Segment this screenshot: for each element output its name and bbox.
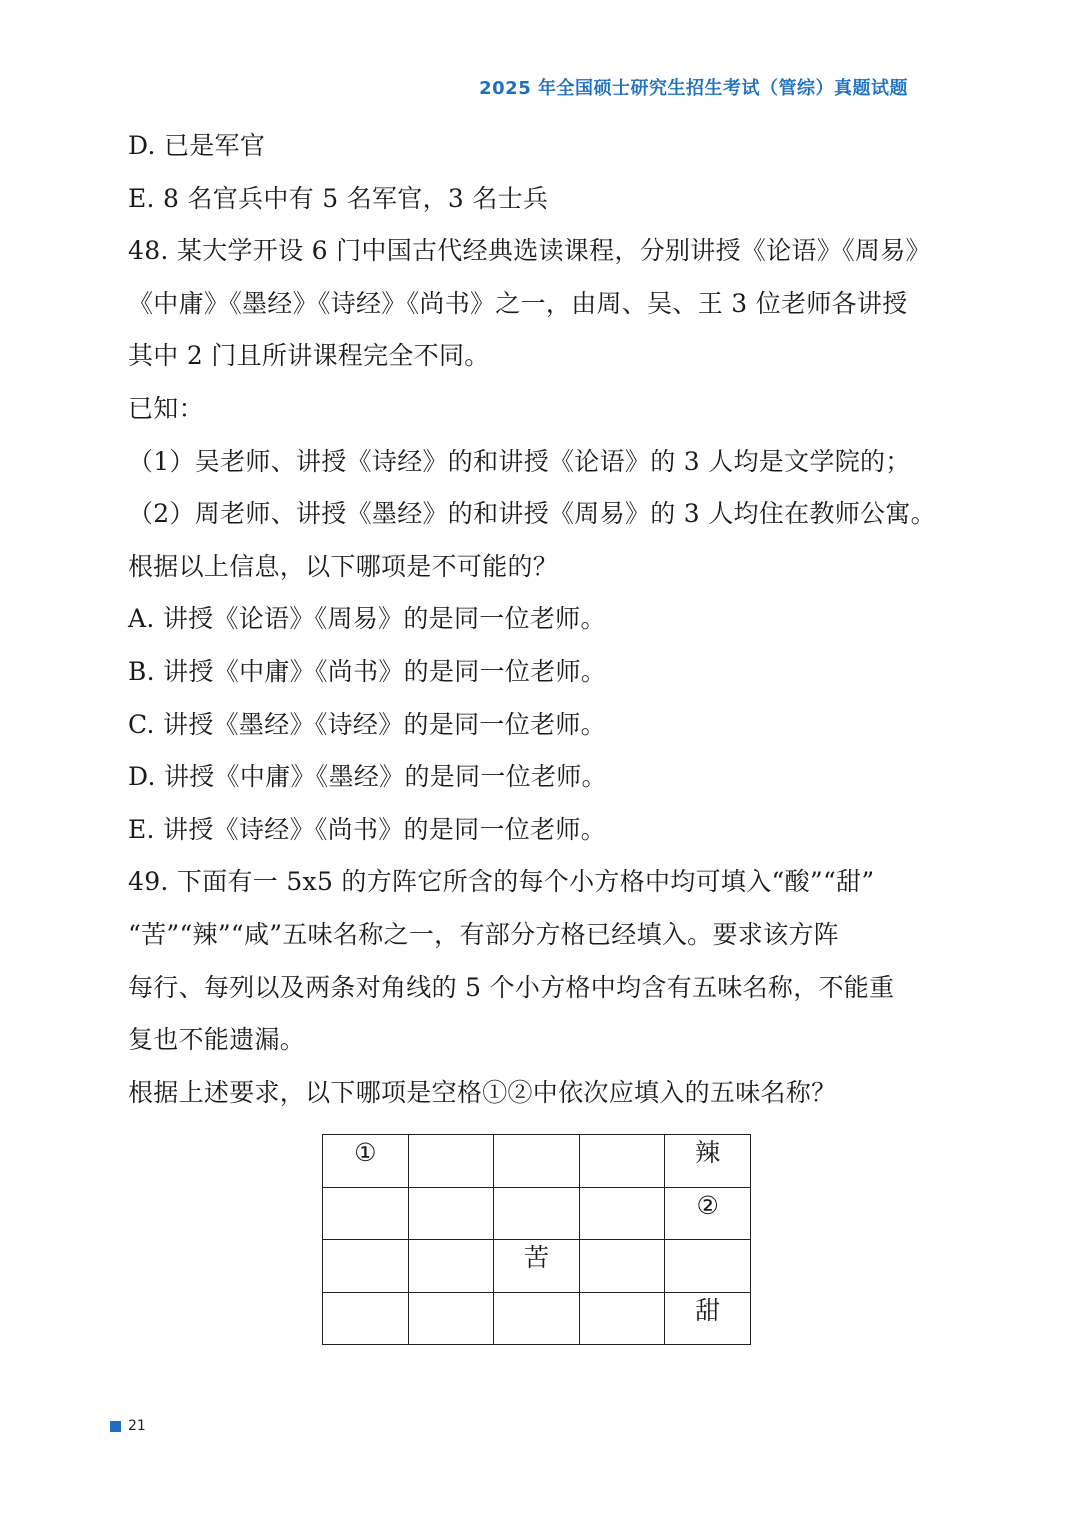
grid-cell — [579, 1135, 665, 1188]
grid-cell — [494, 1135, 580, 1188]
footer-square-icon — [110, 1421, 121, 1432]
option-e-q47: E. 8 名官兵中有 5 名军官，3 名士兵 — [128, 183, 549, 213]
grid-cell — [579, 1240, 665, 1293]
option-d-q48: D. 讲授《中庸》《墨经》的是同一位老师。 — [128, 762, 607, 792]
option-c-q48: C. 讲授《墨经》《诗经》的是同一位老师。 — [128, 709, 606, 739]
grid-cell — [494, 1187, 580, 1240]
flavor-grid — [322, 1134, 751, 1345]
question-48-line-2: 《中庸》《墨经》《诗经》《尚书》之一，由周、吴、王 3 位老师各讲授 — [128, 288, 908, 318]
question-48-condition-2: （2）周老师、讲授《墨经》的和讲授《周易》的 3 人均住在教师公寓。 — [128, 499, 936, 529]
grid-cell — [579, 1187, 665, 1240]
question-49-line-3: 每行、每列以及两条对角线的 5 个小方格中均含有五味名称，不能重 — [128, 972, 895, 1002]
grid-row — [323, 1240, 751, 1293]
grid-cell — [494, 1292, 580, 1345]
grid-cell — [665, 1240, 751, 1293]
question-48-line-3: 其中 2 门且所讲课程完全不同。 — [128, 341, 490, 371]
page-header-title: 2025 年全国硕士研究生招生考试（管综）真题试题 — [479, 78, 908, 99]
question-48-line-1: 48. 某大学开设 6 门中国古代经典选读课程，分别讲授《论语》《周易》 — [128, 236, 931, 266]
grid-cell: 甜 — [665, 1292, 751, 1345]
grid-cell: 苦 — [494, 1240, 580, 1293]
grid-cell — [579, 1292, 665, 1345]
grid-cell — [408, 1240, 494, 1293]
question-49-line-1: 49. 下面有一 5x5 的方阵它所含的每个小方格中均可填入“酸”“甜” — [128, 867, 875, 897]
grid-row — [323, 1292, 751, 1345]
question-48-known-label: 已知： — [128, 393, 204, 423]
option-d-q47: D. 已是军官 — [128, 131, 266, 160]
question-48-condition-1: （1）吴老师、讲授《诗经》的和讲授《论语》的 3 人均是文学院的； — [128, 446, 911, 476]
option-e-q48: E. 讲授《诗经》《尚书》的是同一位老师。 — [128, 814, 606, 844]
grid-cell — [323, 1240, 409, 1293]
grid-cell — [408, 1292, 494, 1345]
option-b-q48: B. 讲授《中庸》《尚书》的是同一位老师。 — [128, 656, 607, 686]
grid-cell — [408, 1135, 494, 1188]
option-a-q48: A. 讲授《论语》《周易》的是同一位老师。 — [128, 604, 606, 634]
grid-cell: ① — [323, 1135, 409, 1188]
grid-cell — [408, 1187, 494, 1240]
grid-cell — [323, 1187, 409, 1240]
flavor-grid-wrapper — [322, 1134, 751, 1345]
grid-cell — [323, 1292, 409, 1345]
page-footer — [110, 1418, 146, 1434]
grid-cell: ② — [665, 1187, 751, 1240]
question-49-line-4: 复也不能遗漏。 — [128, 1025, 306, 1055]
grid-row — [323, 1187, 751, 1240]
question-48-prompt: 根据以上信息，以下哪项是不可能的？ — [128, 551, 559, 581]
page-number: 21 — [128, 1418, 146, 1434]
grid-row — [323, 1135, 751, 1188]
document-body — [128, 120, 958, 1119]
question-49-prompt: 根据上述要求，以下哪项是空格①②中依次应填入的五味名称？ — [128, 1077, 837, 1107]
question-49-line-2: “苦”“辣”“咸”五味名称之一，有部分方格已经填入。要求该方阵 — [128, 919, 839, 949]
grid-cell: 辣 — [665, 1135, 751, 1188]
